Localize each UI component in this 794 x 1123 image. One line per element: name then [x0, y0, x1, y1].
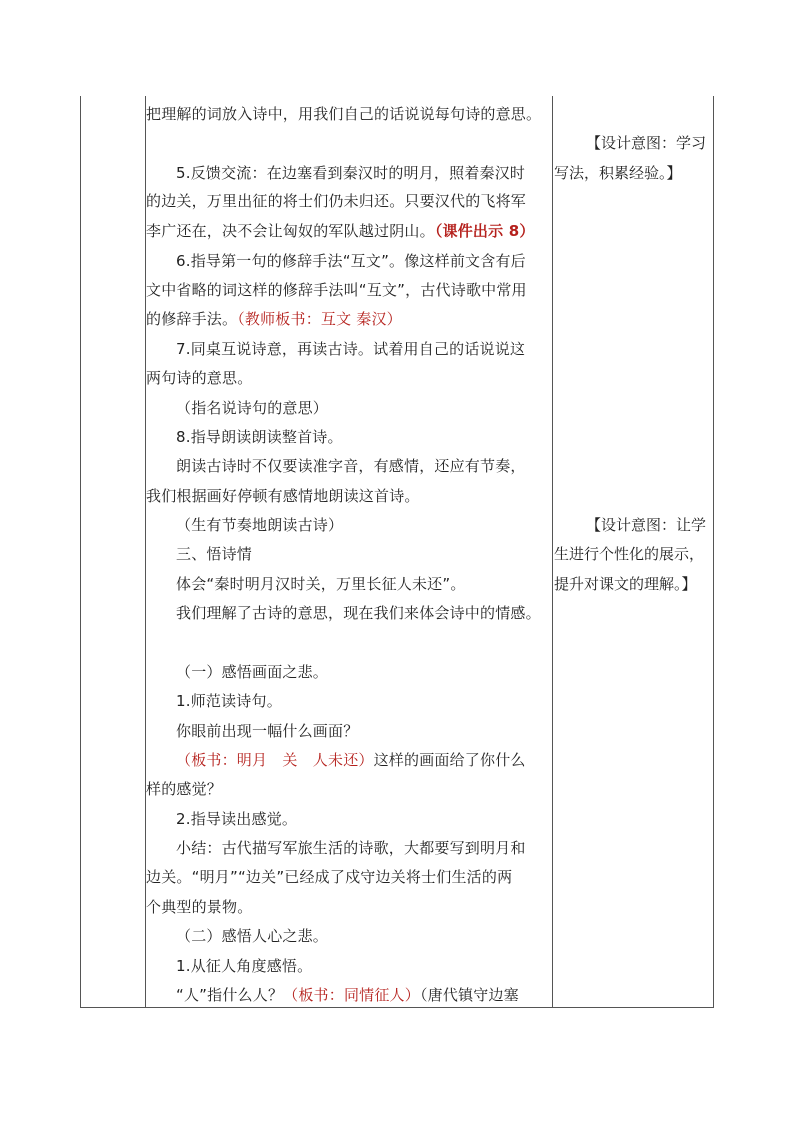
- text-line-part: （唐代镇守边塞: [419, 986, 519, 1004]
- text-line: （指名说诗句的意思）: [176, 399, 329, 417]
- text-line: 8.指导朗读朗读整首诗。: [176, 428, 343, 446]
- text-line: 6.指导第一句的修辞手法“互文”。像这样前文含有后: [176, 252, 526, 270]
- text-line: 边关。“明月”“边关”已经成了戍守边关将士们生活的两: [146, 868, 513, 886]
- text-line: （生有节奏地朗读古诗）: [176, 516, 344, 534]
- text-line: [176, 750, 586, 770]
- text-line: 的边关，万里出征的将士们仍未归还。只要汉代的飞将军: [146, 192, 527, 210]
- text-line: 1.从征人角度感悟。: [176, 957, 313, 975]
- text-line: 文中省略的词这样的修辞手法叫“互文”，古代诗歌中常用: [146, 281, 527, 299]
- text-line: 小结：古代描写军旅生活的诗歌，大都要写到明月和: [176, 839, 526, 857]
- design-note: 生进行个性化的展示，: [554, 545, 705, 563]
- text-line: 个典型的景物。: [146, 898, 253, 916]
- table-left-border: [80, 96, 81, 1008]
- board-annotation: （教师板书：互文 秦汉）: [237, 310, 402, 328]
- text-line-part: “人”指什么人？: [176, 986, 284, 1004]
- text-line: 5.反馈交流：在边塞看到秦汉时的明月，照着秦汉时: [176, 164, 526, 182]
- design-note: 提升对课文的理解。】: [554, 575, 697, 593]
- text-line: 朗读古诗时不仅要读准字音，有感情，还应有节奏，: [176, 457, 526, 475]
- text-line: 1.师范读诗句。: [176, 692, 282, 710]
- text-line: 两句诗的意思。: [146, 369, 253, 387]
- text-line-part: 的修辞手法。: [146, 310, 238, 328]
- text-line: 2.指导读出感觉。: [176, 810, 298, 828]
- table-bottom-border: [80, 1007, 714, 1008]
- text-line: [176, 985, 586, 1005]
- text-line: 样的感觉？: [146, 780, 223, 798]
- board-annotation: （板书：明月 关 人未还）: [176, 751, 374, 769]
- design-note: 【设计意图：让学: [586, 516, 707, 534]
- board-annotation: （板书：同情征人）: [283, 986, 420, 1004]
- design-note: 写法，积累经验。】: [554, 164, 682, 182]
- design-note: 【设计意图：学习: [586, 134, 707, 152]
- text-line-part: 李广还在，决不会让匈奴的军队越过阴山。: [146, 222, 435, 240]
- text-line-part: 这样的画面给了你什么: [373, 751, 526, 769]
- text-line: （一）感悟画面之悲。: [176, 663, 329, 681]
- text-line: 三、悟诗情: [176, 545, 253, 563]
- text-line: 7.同桌互说诗意，再读古诗。试着用自己的话说说这: [176, 340, 526, 358]
- text-line: （二）感悟人心之悲。: [176, 927, 329, 945]
- text-line: 我们根据画好停顿有感情地朗读这首诗。: [146, 487, 420, 505]
- text-line: 你眼前出现一幅什么画面？: [176, 722, 359, 740]
- text-line: 体会“秦时明月汉时关，万里长征人未还”。: [176, 575, 466, 593]
- courseware-annotation: （课件出示 8）: [434, 222, 535, 240]
- text-line: 把理解的词放入诗中，用我们自己的话说说每句诗的意思。: [146, 105, 542, 123]
- text-line: 我们理解了古诗的意思，现在我们来体会诗中的情感。: [176, 604, 541, 622]
- text-line: [146, 221, 556, 241]
- text-line: [146, 309, 556, 329]
